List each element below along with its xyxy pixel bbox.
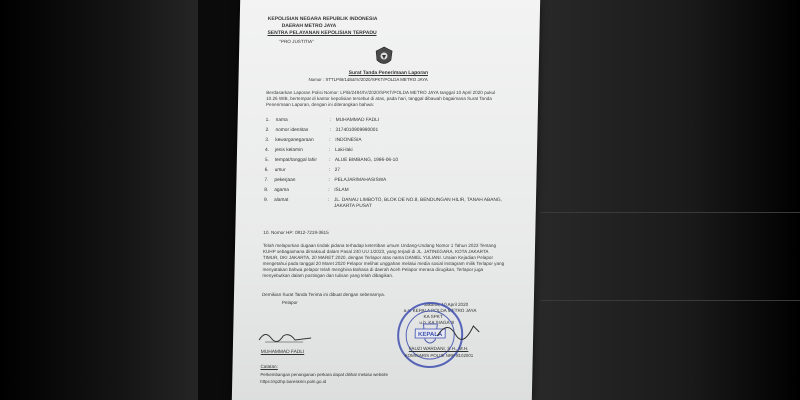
field-value: MUHAMMAD FADLI bbox=[335, 118, 380, 123]
field-number: 3. bbox=[265, 138, 270, 143]
field-label: pekerjaan bbox=[274, 178, 296, 183]
officer-signature bbox=[433, 318, 484, 344]
police-emblem-logo bbox=[373, 46, 395, 68]
background-right bbox=[525, 0, 800, 400]
reporter-label: Pelapor bbox=[281, 300, 298, 305]
report-body-paragraph: Telah melaporkan dugaan tindak pidana terhadap ketertiban umum Undang-Undang Nomor 1 Tahun 2023 Tentang KUHP sebagaimana dimaksud dalam Pasal 240 UU 1/2023, yang terjadi di JL. JATINEGARA, KOTA JAKARTA TIMUR, DKI JAKARTA, 20 MARET 2020, dengan Terlapor atas nama DANIEL YULIANI. Uraian Kejadian Pelapor mengetahui pada tanggal 20 Maret 2020 Pelapor melihat unggahan melalui media sosial Instagram milik Terlapor yang menyatakan bahwa pelapor telah menghina Bahasa di daerah Aceh Pelapor merasa dirugikan, Terlapor juga menyebutkan dalam postingan dan tulisan yang telah dibagikan. bbox=[262, 243, 505, 278]
field-value: 3174010909990001 bbox=[335, 128, 379, 133]
field-colon: : bbox=[329, 128, 331, 133]
field-number: 5. bbox=[264, 158, 269, 163]
org-line-2: KA SPKT bbox=[423, 314, 443, 319]
org-line-3: u.b. KA SIAGA III bbox=[419, 320, 455, 325]
header-line-2: DAERAH METRO JAYA bbox=[281, 23, 337, 29]
floor-seam bbox=[540, 212, 800, 213]
field-label: jenis kelamin bbox=[274, 148, 303, 153]
field-value: PELAJAR/MAHASISWA bbox=[334, 178, 387, 183]
field-number: 8. bbox=[264, 188, 269, 193]
field-colon: : bbox=[328, 178, 330, 183]
reporter-name: MUHAMMAD FADLI bbox=[260, 350, 305, 355]
field-label: nama bbox=[275, 118, 288, 123]
document-title: Surat Tanda Penerimaan Laporan bbox=[348, 70, 429, 76]
field-label: nomor identitas bbox=[275, 128, 309, 133]
field-colon: : bbox=[328, 158, 331, 163]
stamp-center-text: KEPALA bbox=[417, 332, 443, 338]
header-line-4: "PRO JUSTITIA" bbox=[279, 39, 314, 44]
officer-rank: KOMISARIS POLISI NRP 8102001 bbox=[404, 353, 474, 358]
document-number: Nomor : STTLP/B/1484/IV/2020/SPKT/POLDA METRO JAYA bbox=[308, 77, 428, 82]
org-line-1: a.n. KEPALA POLDA METRO JAYA bbox=[403, 308, 477, 313]
reporter-signature bbox=[255, 326, 315, 348]
floor-seam bbox=[540, 300, 800, 301]
closing-statement: Demikian Surat Tanda Terima ini dibuat dengan sebenarnya. bbox=[261, 292, 385, 297]
field-colon: : bbox=[329, 118, 332, 123]
header-line-1: KEPOLISIAN NEGARA REPUBLIK INDONESIA bbox=[267, 16, 378, 22]
field-label: kewarganegaraan bbox=[275, 138, 314, 143]
field-number: 9. bbox=[263, 198, 269, 203]
field-number: 2. bbox=[265, 128, 270, 133]
background-left bbox=[0, 0, 198, 400]
field-value: 27 bbox=[334, 168, 341, 173]
intro-paragraph: Berdasarkan Laporan Polisi Nomor: LP/B/2484/IV/2020/SPKT/POLDA METRO JAYA tanggal 10 April 2020 pukul 10.26 WIB, bertempat di kantor kepolisian tersebut di atas, pada hari, tanggal dibawah bagaimana Surat Tanda Penerimaan Laporan, dengan ini diterangkan bahwa: bbox=[265, 90, 496, 107]
field-label: umur bbox=[274, 168, 286, 173]
field-colon: : bbox=[328, 188, 330, 193]
field-colon: : bbox=[328, 148, 331, 153]
field-colon: : bbox=[328, 168, 331, 173]
note-label: Catatan: bbox=[260, 364, 278, 369]
phone-number: 10. Nomor HP: 0812-7219-3615 bbox=[263, 230, 329, 235]
note-text: Perkembangan penanganan perkara dapat dilihat melalui website bbox=[260, 372, 389, 377]
field-value: ISLAM bbox=[334, 188, 349, 193]
header-line-3: SENTRA PELAYANAN KEPOLISIAN TERPADU bbox=[267, 30, 377, 36]
field-value: INDONESIA bbox=[335, 138, 362, 143]
note-url: https://sp2hp.bareskrim.polri.go.id bbox=[260, 379, 327, 384]
field-value: JL. DANAU LIMBOTO, BLOK DE NO.8, BENDUNGAN HILIR, TANAH ABANG, JAKARTA PUSAT bbox=[333, 198, 502, 209]
field-colon: : bbox=[329, 138, 331, 143]
place-date: Jakarta, 10 April 2020 bbox=[423, 302, 469, 307]
officer-name: FAUZI WARDANI, S.H., M.H. bbox=[408, 346, 469, 351]
field-number: 1. bbox=[265, 118, 270, 123]
field-number: 4. bbox=[264, 148, 270, 153]
field-label: tempat/tanggal lahir bbox=[274, 158, 318, 163]
field-colon: : bbox=[327, 198, 330, 203]
field-number: 6. bbox=[264, 168, 269, 173]
field-value: ALUE BIMBANG, 1996-06-10 bbox=[334, 158, 399, 163]
field-value: Laki-laki bbox=[334, 148, 353, 153]
field-number: 7. bbox=[264, 178, 269, 183]
field-label: agama bbox=[274, 188, 289, 193]
field-label: alamat bbox=[273, 198, 289, 203]
police-report-document bbox=[232, 0, 540, 400]
